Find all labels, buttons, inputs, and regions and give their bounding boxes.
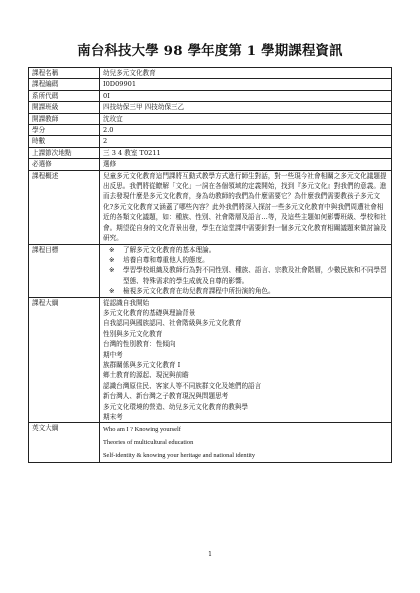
list-item [103, 255, 388, 265]
row-label: 課程名稱 [29, 68, 100, 79]
bullet-mark: ※ [109, 255, 115, 264]
list-item: 新台灣人、新台灣之子教育現況與問題思考 [103, 392, 229, 401]
document-page [28, 40, 392, 463]
table-row [29, 147, 392, 158]
schedule-location: 三 3 4 教室 T0211 [100, 147, 392, 158]
bullet-mark: ※ [109, 287, 115, 296]
list-item: 多元文化教育的基礎與理論背景 [103, 308, 196, 317]
list-item: 認識台灣原住民、客家人等不同族群文化及她們的語言 [103, 381, 262, 390]
row-label: 課程編碼 [29, 79, 100, 90]
bullet-mark: ※ [109, 266, 115, 275]
table-row [29, 159, 392, 170]
list-item: 從認識自我開始 [103, 298, 150, 307]
list-item [103, 245, 388, 255]
page-number: 1 [208, 551, 212, 558]
table-row [29, 297, 392, 423]
bullet-mark: ※ [109, 245, 115, 254]
list-item: 期中考 [103, 350, 123, 359]
required-elective: 選修 [100, 159, 392, 170]
instructor: 沈玫宜 [100, 113, 392, 124]
table-row [29, 244, 392, 297]
row-label: 課程概述 [29, 170, 100, 244]
list-item: 台灣的性別教育：性傾向 [103, 340, 176, 349]
list-item: 性別與多元文化教育 [103, 329, 163, 338]
table-row [29, 68, 392, 79]
row-label: 開課教師 [29, 113, 100, 124]
list-item: Theories of multicultural education [103, 439, 194, 447]
list-item: 自我認同與國族認同、社會階級與多元文化教育 [103, 319, 242, 328]
table-row [29, 170, 392, 244]
overview-text: 兒童多元文化教育這門課將互動式教學方式進行師生對話，對一些現今社會相關之多元文化議題提出反思。我們將從瞭解「文化」一詞在各個領域的定義開始，找到『多元文化』對我們的意義。進而去發現什麼是多元文化教育，身為幼教師的我們為什麼需要它？為什麼我們需要教孩子多元文化?多元文化教育又涵蓋了哪些內容？此外我們將深入探討一些多元文化教育中與我們周遭社會相近的各類文化議題，如：種族、性別、社會階層及語言…等，及這些主題如何影響班級、學校和社會。期望從自身的文化背景出發，學生在這堂課中需要針對一個多元文化教育相關議題來做討論及研究。 [103, 171, 387, 243]
course-name: 幼兒多元文化教育 [100, 68, 392, 79]
list-item: Who am I ? Knowing yourself [103, 426, 181, 434]
row-label: 學分 [29, 125, 100, 136]
course-outline [100, 297, 392, 423]
english-outline [100, 423, 392, 463]
table-row [29, 423, 392, 463]
table-row [29, 113, 392, 124]
goal-text: 培養自尊和尊重他人的態度。 [123, 255, 209, 264]
row-label: 課程大綱 [29, 297, 100, 423]
list-item: 鄉土教育的源起、現況與前瞻 [103, 371, 189, 380]
page-title: 南台科技大學 98 學年度第 1 學期課程資訊 [77, 43, 343, 59]
credits: 2.0 [100, 125, 392, 136]
list-item: 期末考 [103, 413, 123, 421]
course-goals [100, 244, 392, 297]
row-label: 上課節次地點 [29, 147, 100, 158]
hours: 2 [100, 136, 392, 147]
row-label: 開課班級 [29, 102, 100, 113]
class-offered: 四技幼保三甲 四技幼保三乙 [100, 102, 392, 113]
row-label: 系所代碼 [29, 90, 100, 101]
list-item [103, 286, 388, 296]
table-row [29, 125, 392, 136]
row-label: 必選修 [29, 159, 100, 170]
table-row [29, 102, 392, 113]
list-item [103, 265, 388, 286]
row-label: 英文大綱 [29, 423, 100, 463]
course-overview [100, 170, 392, 244]
course-info-table [28, 67, 392, 463]
department-code: 0I [100, 90, 392, 101]
table-row [29, 136, 392, 147]
row-label: 時數 [29, 136, 100, 147]
row-label: 課程目標 [29, 244, 100, 297]
table-row [29, 90, 392, 101]
list-item: Self-identity & knowing your heritage and national identity [103, 452, 256, 460]
list-item: 多元文化環境的營造、幼兒多元文化教育的教與學 [103, 402, 249, 411]
goal-text: 學習學校組織及教師行為對不同性別、種族、語言、宗教及社會階層，少數民族和不同學習型態、特殊需求的學生成就及自尊的影響。 [123, 266, 387, 285]
goal-text: 檢視多元文化教育在幼兒教育課程中所扮演的角色。 [123, 287, 275, 296]
goal-text: 了解多元文化教育的基本理論。 [123, 245, 216, 254]
table-row [29, 79, 392, 90]
list-item: 族群關係與多元文化教育 I [103, 360, 181, 369]
course-code: I0D09901 [100, 79, 392, 90]
